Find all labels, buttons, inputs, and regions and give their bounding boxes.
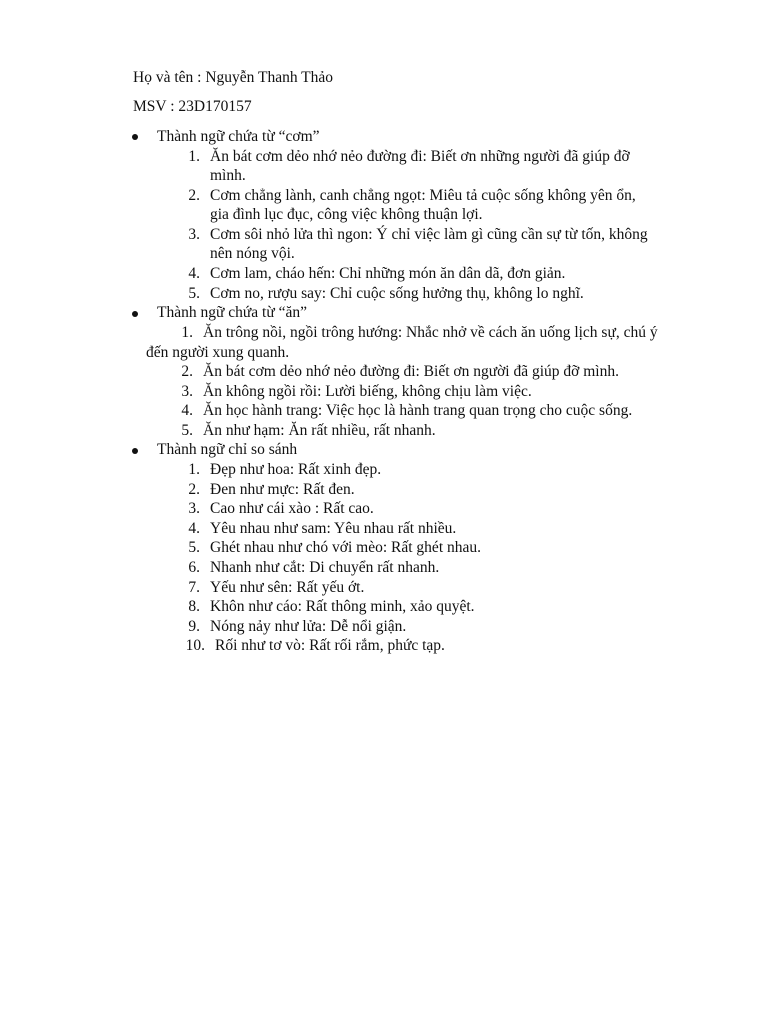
- list-item-number: 6.: [188, 559, 200, 576]
- list-item-text-continued: gia đình lục đục, công việc không thuận lợi.: [210, 206, 483, 223]
- list-item-text: Yêu nhau như sam: Yêu nhau rất nhiều.: [210, 520, 457, 537]
- list-item-number: 3.: [188, 226, 200, 243]
- list-item-text: Nhanh như cắt: Di chuyển rất nhanh.: [210, 559, 440, 576]
- list-item-text: Ăn như hạm: Ăn rất nhiều, rất nhanh.: [203, 422, 436, 439]
- list-item-text: Ghét nhau như chó với mèo: Rất ghét nhau.: [210, 539, 482, 556]
- list-item-text: Cơm chẳng lành, canh chẳng ngọt: Miêu tả cuộc sống không yên ổn,: [210, 187, 636, 204]
- list-item-text: Cơm lam, cháo hến: Chỉ những món ăn dân dã, đơn giản.: [210, 265, 566, 282]
- list-item-text: Đẹp như hoa: Rất xinh đẹp.: [210, 461, 382, 478]
- list-item-text-continued: nên nóng vội.: [210, 245, 295, 262]
- list-item-text: Cao như cái xào : Rất cao.: [210, 500, 374, 517]
- list-item-text-continued: mình.: [210, 167, 246, 184]
- list-item-text: Ăn trông nồi, ngồi trông hướng: Nhắc nhở về cách ăn uống lịch sự, chú ý: [203, 324, 658, 341]
- list-item-text: Ăn học hành trang: Việc học là hành trang quan trọng cho cuộc sống.: [203, 402, 633, 419]
- list-item-number: 1.: [188, 148, 200, 165]
- list-item-number: 10.: [185, 637, 205, 654]
- list-item-number: 3.: [188, 500, 200, 517]
- list-item-text: Khôn như cáo: Rất thông minh, xảo quyệt.: [210, 598, 475, 615]
- section-heading-an: Thành ngữ chứa từ “ăn”: [157, 304, 308, 321]
- list-item-text: Cơm no, rượu say: Chỉ cuộc sống hưởng thụ, không lo nghĩ.: [210, 285, 584, 302]
- list-item-number: 5.: [181, 422, 193, 439]
- list-item-number: 8.: [188, 598, 200, 615]
- list-item-number: 7.: [188, 579, 200, 596]
- bullet-dot: [132, 134, 138, 140]
- list-item-number: 1.: [181, 324, 193, 341]
- list-item-text: Nóng nảy như lửa: Dễ nổi giận.: [210, 618, 407, 635]
- list-item-text-continued: đến người xung quanh.: [146, 344, 290, 361]
- bullet-dot: [132, 311, 138, 317]
- list-item-number: 4.: [188, 265, 200, 282]
- list-item-text: Ăn bát cơm dẻo nhớ nẻo đường đi: Biết ơn người đã giúp đỡ mình.: [203, 363, 619, 380]
- list-item-number: 2.: [181, 363, 193, 380]
- list-item-text: Ăn bát cơm dẻo nhớ nẻo đường đi: Biết ơn những người đã giúp đỡ: [210, 148, 630, 165]
- list-item-number: 9.: [188, 618, 200, 635]
- list-item-text: Rối như tơ vò: Rất rối rắm, phức tạp.: [215, 637, 445, 654]
- section-heading-so-sanh: Thành ngữ chỉ so sánh: [157, 441, 298, 458]
- section-heading-com: Thành ngữ chứa từ “cơm”: [157, 128, 320, 145]
- list-item-number: 2.: [188, 481, 200, 498]
- list-item-number: 1.: [188, 461, 200, 478]
- list-item-number: 4.: [181, 402, 193, 419]
- list-item-number: 5.: [188, 539, 200, 556]
- list-item-number: 4.: [188, 520, 200, 537]
- student-name-line: Họ và tên : Nguyễn Thanh Thảo: [133, 69, 334, 86]
- list-item-text: Ăn không ngồi rồi: Lười biếng, không chịu làm việc.: [203, 383, 532, 400]
- list-item-number: 5.: [188, 285, 200, 302]
- list-item-text: Yếu như sên: Rất yếu ớt.: [210, 579, 365, 596]
- list-item-text: Đen như mực: Rất đen.: [210, 481, 355, 498]
- list-item-text: Cơm sôi nhỏ lửa thì ngon: Ý chỉ việc làm gì cũng cần sự từ tốn, không: [210, 226, 648, 243]
- list-item-number: 3.: [181, 383, 193, 400]
- student-id-line: MSV : 23D170157: [133, 98, 252, 115]
- list-item-number: 2.: [188, 187, 200, 204]
- bullet-dot: [132, 448, 138, 454]
